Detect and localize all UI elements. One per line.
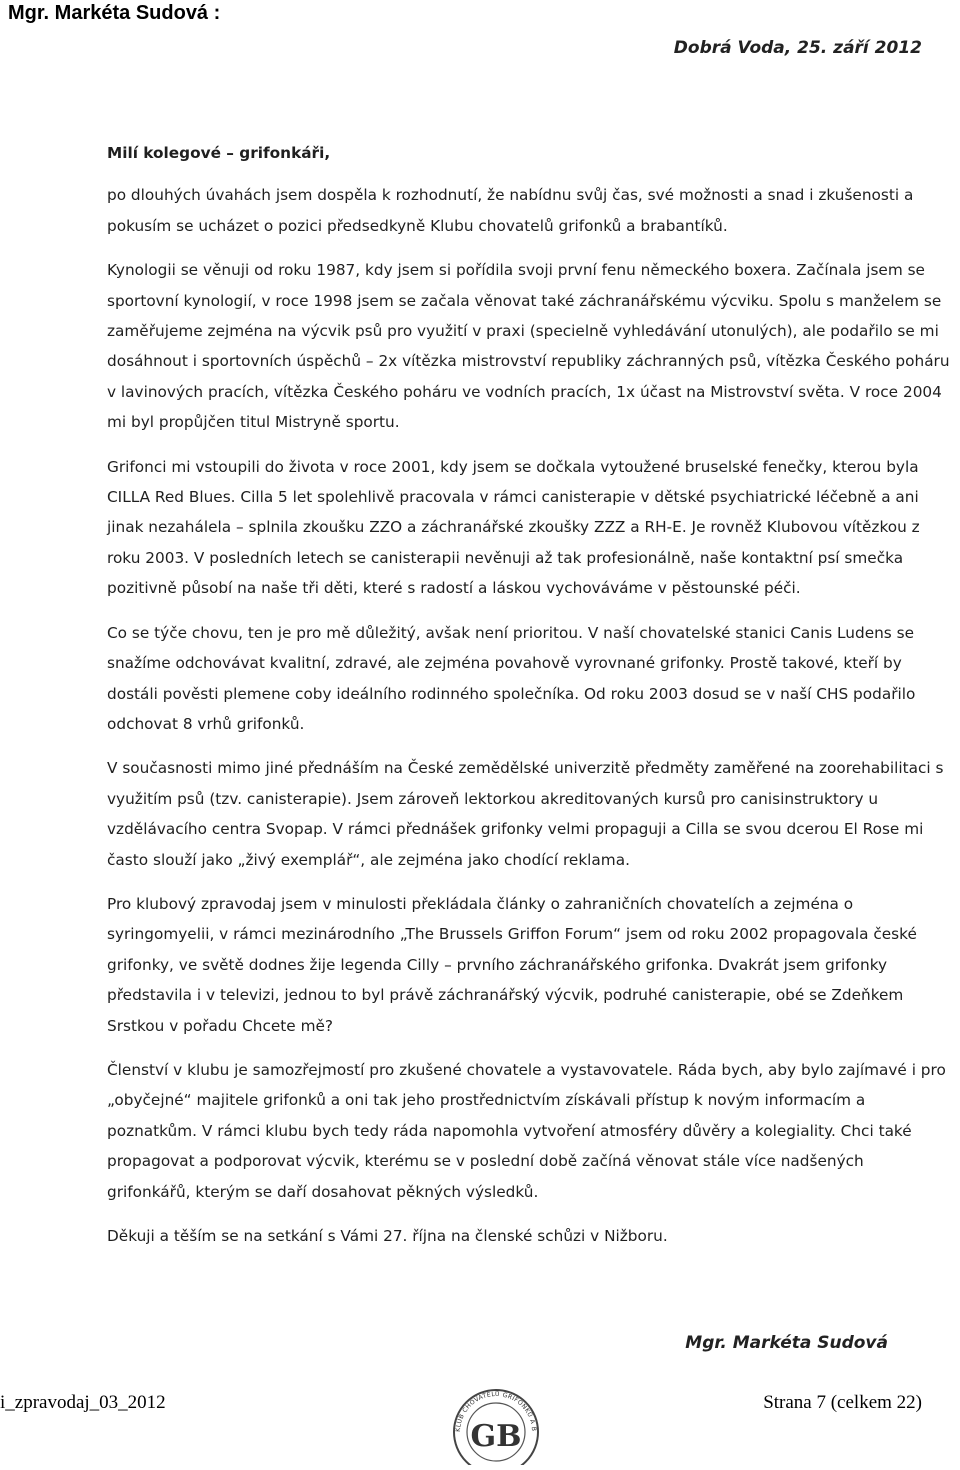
paragraph-cynology: Kynologii se věnuji od roku 1987, kdy jsem si pořídila svoji první fenu německého boxera. Začínala jsem se sportovní kynologií, v roce 1998 jsem se začala věnovat také záchranářskému výcviku. Spolu s manželem se zaměřujeme zejména na výcvik psů pro využití v praxi (specielně vyhledávání utonulých), ale podařilo se mi dosáhnout i sportovních úspěchů – 2x vítězka mistrovství republiky záchranných psů, vítězka Českého poháru v lavinových pracích, vítězka Českého poháru ve vodních pracích, 1x účast na Mistrovství světa. V roce 2004 mi byl propůjčen titul Mistryně sportu. (107, 261, 950, 432)
footer-page-number: Strana 7 (celkem 22) (763, 1392, 922, 1413)
club-logo (447, 1388, 545, 1465)
paragraph-teaching: V současnosti mimo jiné přednáším na České zemědělské univerzitě předměty zaměřené na zoorehabilitaci s využitím psů (tzv. canisterapie). Jsem zároveň lektorkou akreditovaných kursů pro canisinstruktory u vzdělávacího centra Svopap. V rámci přednášek grifonky velmi propaguji a Cilla se svou dcerou El Rose mi často slouží jako „živý exemplář“, ale zejména jako chodící reklama. (107, 759, 944, 869)
paragraph-membership: Členství v klubu je samozřejmostí pro zkušené chovatele a vystavovatele. Ráda bych, aby bylo zajímavé i pro „obyčejné“ majitele grifonků a oni tak jeho prostřednictvím získávali přístup k novým informacím a poznatkům. V rámci klubu bych tedy ráda napomohla vytvoření atmosféry důvěry a kolegiality. Chci také propagovat a podporovat výcvik, kterému se v poslední době začíná věnovat stále více nadšených grifonkářů, kterým se daří dosahovat pěkných výsledků. (107, 1060, 946, 1201)
club-logo-icon (447, 1388, 545, 1465)
paragraph-thanks: Děkuji a těším se na setkání s Vámi 27. října na členské schůzi v Nižboru. (107, 1227, 668, 1245)
paragraph-griffons: Grifonci mi vstoupili do života v roce 2001, kdy jsem se dočkala vytoužené bruselské fenečky, kterou byla CILLA Red Blues. Cilla 5 let spolehlivě pracovala v rámci canisterapie v dětské psychiatrické léčebně a ani jinak nezahálela – splnila zkoušku ZZO a záchranářské zkoušky ZZZ a RH-E. Je rovněž Klubovou vítězkou z roku 2003. V posledních letech se canisterapii nevěnuji až tak profesionálně, naše kontaktní psí smečka pozitivně působí na naše tři děti, které s radostí a láskou vychováváme v pěstounské péči. (107, 457, 920, 598)
page-header-author: Mgr. Markéta Sudová : (8, 2, 221, 24)
paragraph-breeding: Co se týče chovu, ten je pro mě důležitý, avšak není prioritou. V naší chovatelské stanici Canis Ludens se snažíme odchovávat kvalitní, zdravé, ale zejména povahově vyrovnané grifonky. Prostě takové, kteří by dostáli pověsti plemene coby ideálního rodinného společníka. Od roku 2003 dosud se v naší CHS podařilo odchovat 8 vrhů grifonků. (107, 623, 916, 733)
letter-greeting: Milí kolegové – grifonkáři, (107, 144, 331, 162)
letter-body (107, 138, 952, 1251)
footer-issue: i_zpravodaj_03_2012 (0, 1392, 166, 1413)
club-logo-ring-text: KLUB CHOVATELŮ GRIFONKŮ A B (454, 1390, 538, 1433)
paragraph-intro: po dlouhých úvahách jsem dospěla k rozhodnutí, že nabídnu svůj čas, své možnosti a snad i zkušenosti a pokusím se ucházet o pozici předsedkyně Klubu chovatelů grifonků a brabantíků. (107, 186, 914, 235)
club-logo-letters: GB (470, 1419, 522, 1454)
letter-date: Dobrá Voda, 25. září 2012 (673, 38, 922, 58)
paragraph-newsletter: Pro klubový zpravodaj jsem v minulosti překládala články o zahraničních chovatelích a zejména o syringomyelii, v rámci mezinárodního „The Brussels Griffon Forum“ jsem od roku 2002 propagovala české grifonky, ve světě dodnes žije legenda Cilly – prvního záchranářského grifonka. Dvakrát jsem grifonky představila i v televizi, jednou to byl právě záchranářský výcvik, podruhé canisterapie, obé se Zdeňkem Srstkou v pořadu Chcete mě? (107, 894, 917, 1035)
letter-signature: Mgr. Markéta Sudová (685, 1333, 888, 1353)
